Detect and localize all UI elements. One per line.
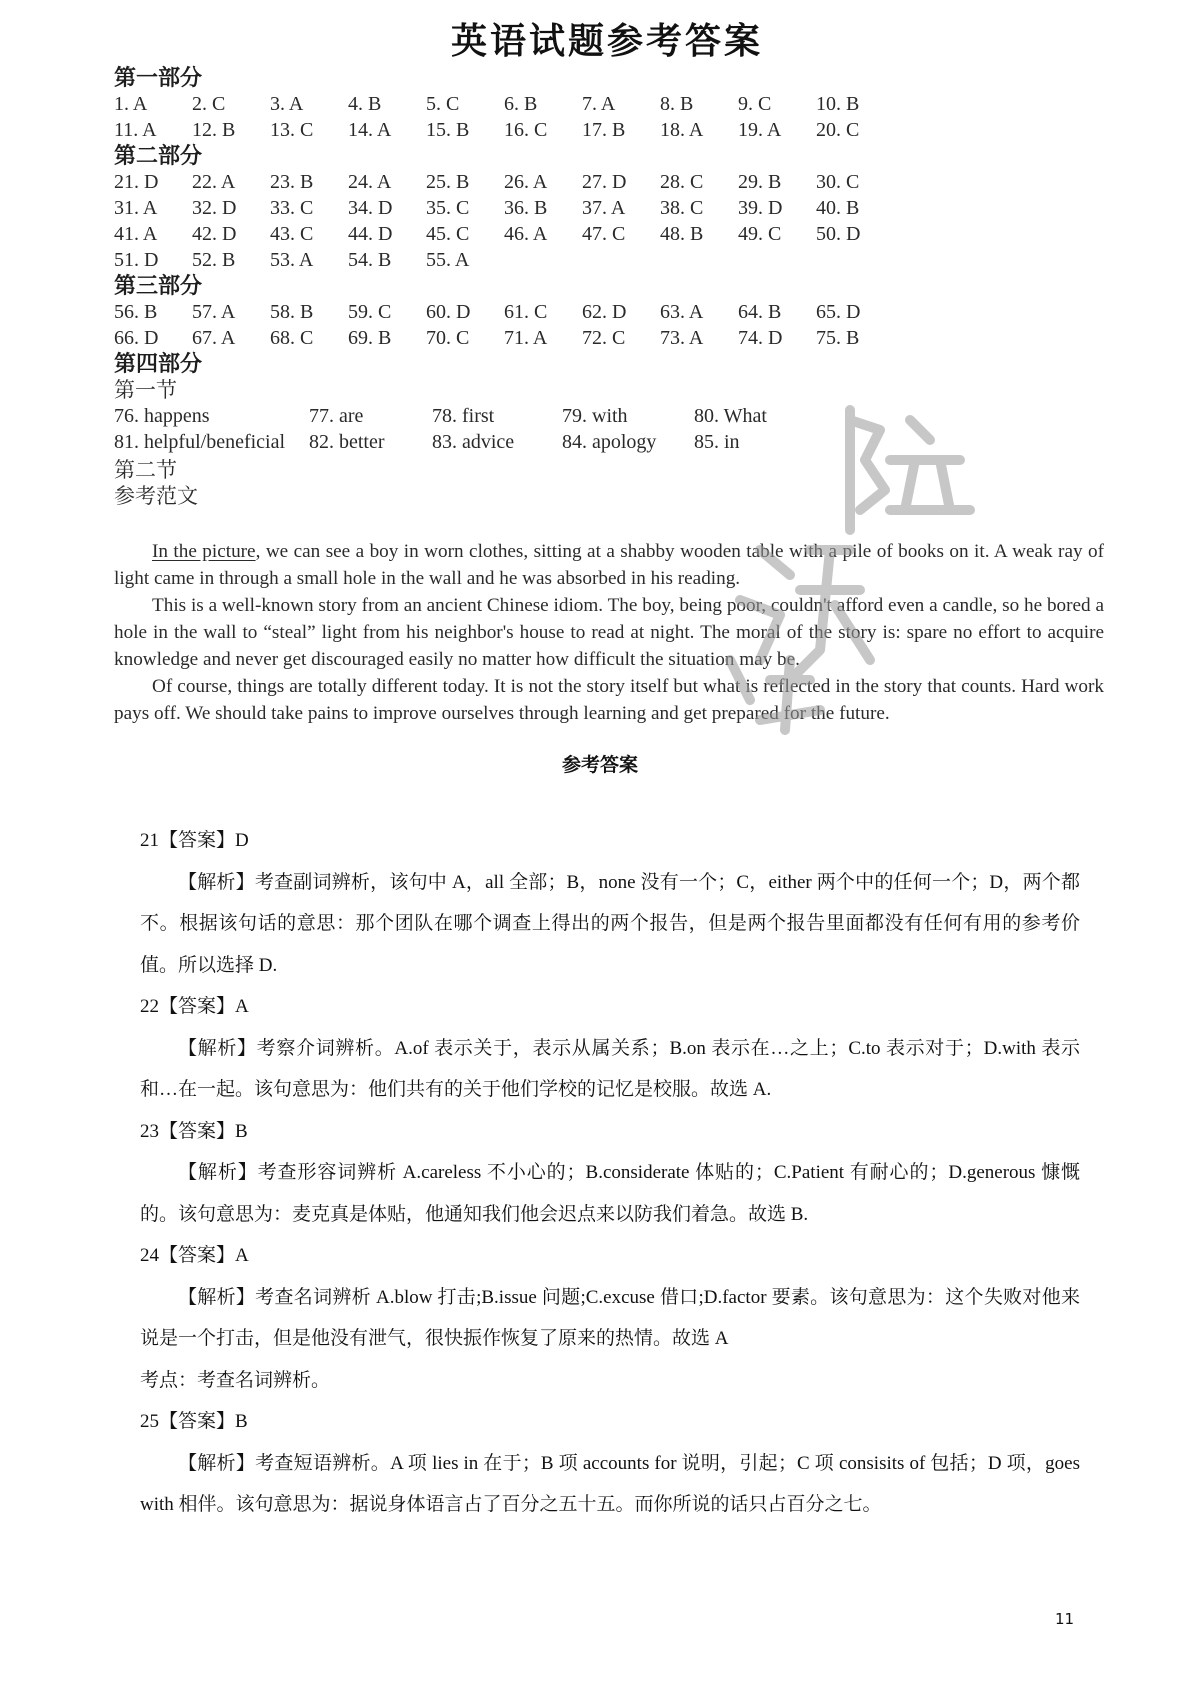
cloze-row-1 bbox=[114, 402, 1094, 430]
reference-answers-heading: 参考答案 bbox=[561, 754, 638, 776]
sample-essay bbox=[114, 538, 1104, 727]
part2-row-1 bbox=[114, 168, 1094, 196]
answer-cell: 54. B bbox=[348, 249, 392, 271]
part1-heading: 第一部分 bbox=[114, 65, 203, 90]
item-22-explanation: 【解析】考察介词辨析。A.of 表示关于，表示从属关系；B.on 表示在…之上；C.to 表示对于；D.with 表示和…在一起。该句意思为：他们共有的关于他们学校的记忆是校服。故选 A. bbox=[140, 1037, 1080, 1100]
cloze-answer-cell: 81. helpful/beneficial bbox=[114, 431, 286, 453]
part4-heading: 第四部分 bbox=[114, 351, 203, 376]
answer-cell: 61. C bbox=[504, 301, 548, 323]
answer-cell: 55. A bbox=[426, 249, 470, 271]
answer-cell: 62. D bbox=[582, 301, 627, 323]
answer-cell: 74. D bbox=[738, 327, 783, 349]
answer-cell: 33. C bbox=[270, 197, 314, 219]
answer-cell: 39. D bbox=[738, 197, 783, 219]
cloze-answer-cell: 76. happens bbox=[114, 405, 210, 427]
cloze-row-2 bbox=[114, 428, 1094, 456]
answer-cell: 15. B bbox=[426, 119, 470, 141]
answer-cell: 2. C bbox=[192, 93, 226, 115]
answer-cell: 43. C bbox=[270, 223, 314, 245]
answer-cell: 21. D bbox=[114, 171, 159, 193]
item-21-answer: 21【答案】D bbox=[140, 830, 249, 851]
cloze-answer-cell: 82. better bbox=[309, 431, 385, 453]
answer-cell: 52. B bbox=[192, 249, 236, 271]
answer-cell: 36. B bbox=[504, 197, 548, 219]
answer-cell: 25. B bbox=[426, 171, 470, 193]
answer-cell: 11. A bbox=[114, 119, 157, 141]
answer-cell: 3. A bbox=[270, 93, 304, 115]
answer-cell: 70. C bbox=[426, 327, 470, 349]
reference-answer-list bbox=[140, 820, 1080, 1526]
answer-cell: 7. A bbox=[582, 93, 616, 115]
answer-cell: 13. C bbox=[270, 119, 314, 141]
answer-cell: 17. B bbox=[582, 119, 626, 141]
answer-cell: 6. B bbox=[504, 93, 538, 115]
cloze-answer-cell: 83. advice bbox=[432, 431, 515, 453]
answer-cell: 75. B bbox=[816, 327, 860, 349]
answer-cell: 73. A bbox=[660, 327, 704, 349]
part2-heading: 第二部分 bbox=[114, 143, 203, 168]
item-25-answer: 25【答案】B bbox=[140, 1411, 248, 1432]
part2-row-4 bbox=[114, 246, 1094, 274]
answer-cell: 71. A bbox=[504, 327, 548, 349]
answer-cell: 51. D bbox=[114, 249, 159, 271]
answer-cell: 22. A bbox=[192, 171, 236, 193]
answer-cell: 16. C bbox=[504, 119, 548, 141]
answer-cell: 58. B bbox=[270, 301, 314, 323]
sample-essay-heading: 参考范文 bbox=[114, 484, 198, 508]
answer-cell: 69. B bbox=[348, 327, 392, 349]
answer-cell: 1. A bbox=[114, 93, 148, 115]
answer-cell: 57. A bbox=[192, 301, 236, 323]
answer-cell: 10. B bbox=[816, 93, 860, 115]
part4-section2-heading: 第二节 bbox=[114, 458, 177, 482]
part1-row-1 bbox=[114, 90, 1094, 118]
answer-cell: 68. C bbox=[270, 327, 314, 349]
answer-cell: 29. B bbox=[738, 171, 782, 193]
answer-cell: 72. C bbox=[582, 327, 626, 349]
item-25-explanation: 【解析】考查短语辨析。A 项 lies in 在于；B 项 accounts for 说明，引起；C 项 consisits of 包括；D 项，goes with 相伴。该句意思为：据说身体语言占了百分之五十五。而你所说的话只占百分之七。 bbox=[140, 1452, 1080, 1515]
answer-cell: 27. D bbox=[582, 171, 627, 193]
cloze-answer-cell: 78. first bbox=[432, 405, 495, 427]
answer-cell: 67. A bbox=[192, 327, 236, 349]
answer-cell: 5. C bbox=[426, 93, 460, 115]
page-title: 英语试题参考答案 bbox=[450, 21, 763, 61]
answer-cell: 65. D bbox=[816, 301, 861, 323]
answer-cell: 19. A bbox=[738, 119, 782, 141]
answer-cell: 47. C bbox=[582, 223, 626, 245]
answer-cell: 60. D bbox=[426, 301, 471, 323]
answer-cell: 49. C bbox=[738, 223, 782, 245]
essay-paragraph-1-text: , we can see a boy in worn clothes, sitting at a shabby wooden table with a pile of books on it. A weak ray of light came in through a small hole in the wall and he was absorbed in his reading. bbox=[114, 541, 1104, 589]
part2-row-3 bbox=[114, 220, 1094, 248]
scanned-answer-sheet bbox=[112, 16, 1102, 732]
answer-cell: 56. B bbox=[114, 301, 158, 323]
answer-cell: 35. C bbox=[426, 197, 470, 219]
answer-cell: 4. B bbox=[348, 93, 382, 115]
cloze-answer-cell: 80. What bbox=[694, 405, 767, 427]
part3-row-1 bbox=[114, 298, 1094, 326]
answer-cell: 26. A bbox=[504, 171, 548, 193]
answer-cell: 40. B bbox=[816, 197, 860, 219]
answer-cell: 45. C bbox=[426, 223, 470, 245]
item-22-answer: 22【答案】A bbox=[140, 996, 249, 1017]
item-24-explanation: 【解析】考查名词辨析 A.blow 打击;B.issue 问题;C.excuse 借口;D.factor 要素。该句意思为：这个失败对他来说是一个打击，但是他没有泄气，很快振作恢复了原来的热情。故选 A bbox=[140, 1286, 1080, 1349]
answer-cell: 20. C bbox=[816, 119, 860, 141]
answer-cell: 14. A bbox=[348, 119, 392, 141]
essay-underlined-phrase: In the picture bbox=[152, 541, 256, 562]
answer-cell: 59. C bbox=[348, 301, 392, 323]
answer-cell: 48. B bbox=[660, 223, 704, 245]
item-21-explanation: 【解析】考查副词辨析，该句中 A，all 全部；B，none 没有一个；C，either 两个中的任何一个；D，两个都不。根据该句话的意思：那个团队在哪个调查上得出的两个报告，但是两个报告里面都没有任何有用的参考价值。所以选择 D. bbox=[140, 871, 1080, 976]
answer-cell: 9. C bbox=[738, 93, 772, 115]
answer-cell: 34. D bbox=[348, 197, 393, 219]
essay-paragraph-1 bbox=[114, 538, 1104, 592]
answer-cell: 44. D bbox=[348, 223, 393, 245]
item-24-note: 考点：考查名词辨析。 bbox=[140, 1369, 331, 1391]
part1-row-2 bbox=[114, 116, 1094, 144]
answer-cell: 46. A bbox=[504, 223, 548, 245]
answer-cell: 12. B bbox=[192, 119, 236, 141]
answer-cell: 64. B bbox=[738, 301, 782, 323]
answer-cell: 23. B bbox=[270, 171, 314, 193]
answer-cell: 18. A bbox=[660, 119, 704, 141]
answer-cell: 53. A bbox=[270, 249, 314, 271]
cloze-answer-cell: 85. in bbox=[694, 431, 740, 453]
part2-row-2 bbox=[114, 194, 1094, 222]
item-23-explanation: 【解析】考查形容词辨析 A.careless 不小心的；B.considerate 体贴的；C.Patient 有耐心的；D.generous 慷慨的。该句意思为：麦克真是体贴，他通知我们他会迟点来以防我们着急。故选 B. bbox=[140, 1162, 1080, 1225]
essay-paragraph-3: Of course, things are totally different today. It is not the story itself but what is reflected in the story that counts. Hard work pays off. We should take pains to improve ourselves through learning and get prepared for the future. bbox=[114, 676, 1104, 724]
answer-cell: 42. D bbox=[192, 223, 237, 245]
part3-heading: 第三部分 bbox=[114, 273, 203, 298]
essay-paragraph-2: This is a well-known story from an ancient Chinese idiom. The boy, being poor, couldn't afford even a candle, so he bored a hole in the wall to “steal” light from his neighbor's house to read at night. The moral of the story is: spare no effort to acquire knowledge and never get discouraged easily no matter how difficult the situation may be. bbox=[114, 595, 1104, 670]
part3-row-2 bbox=[114, 324, 1094, 352]
answer-cell: 41. A bbox=[114, 223, 158, 245]
part4-section1-heading: 第一节 bbox=[114, 378, 177, 402]
answer-cell: 38. C bbox=[660, 197, 704, 219]
answer-cell: 63. A bbox=[660, 301, 704, 323]
answer-cell: 8. B bbox=[660, 93, 694, 115]
cloze-answer-cell: 84. apology bbox=[562, 431, 657, 453]
item-24-answer: 24【答案】A bbox=[140, 1245, 249, 1266]
cloze-answer-cell: 79. with bbox=[562, 405, 628, 427]
answer-cell: 31. A bbox=[114, 197, 158, 219]
page-number: 11 bbox=[1055, 1610, 1075, 1628]
answer-cell: 50. D bbox=[816, 223, 861, 245]
item-23-answer: 23【答案】B bbox=[140, 1120, 248, 1142]
cloze-answer-cell: 77. are bbox=[309, 405, 364, 427]
answer-cell: 28. C bbox=[660, 171, 704, 193]
answer-cell: 66. D bbox=[114, 327, 159, 349]
answer-cell: 24. A bbox=[348, 171, 392, 193]
answer-cell: 30. C bbox=[816, 171, 860, 193]
answer-cell: 32. D bbox=[192, 197, 237, 219]
answer-cell: 37. A bbox=[582, 197, 626, 219]
